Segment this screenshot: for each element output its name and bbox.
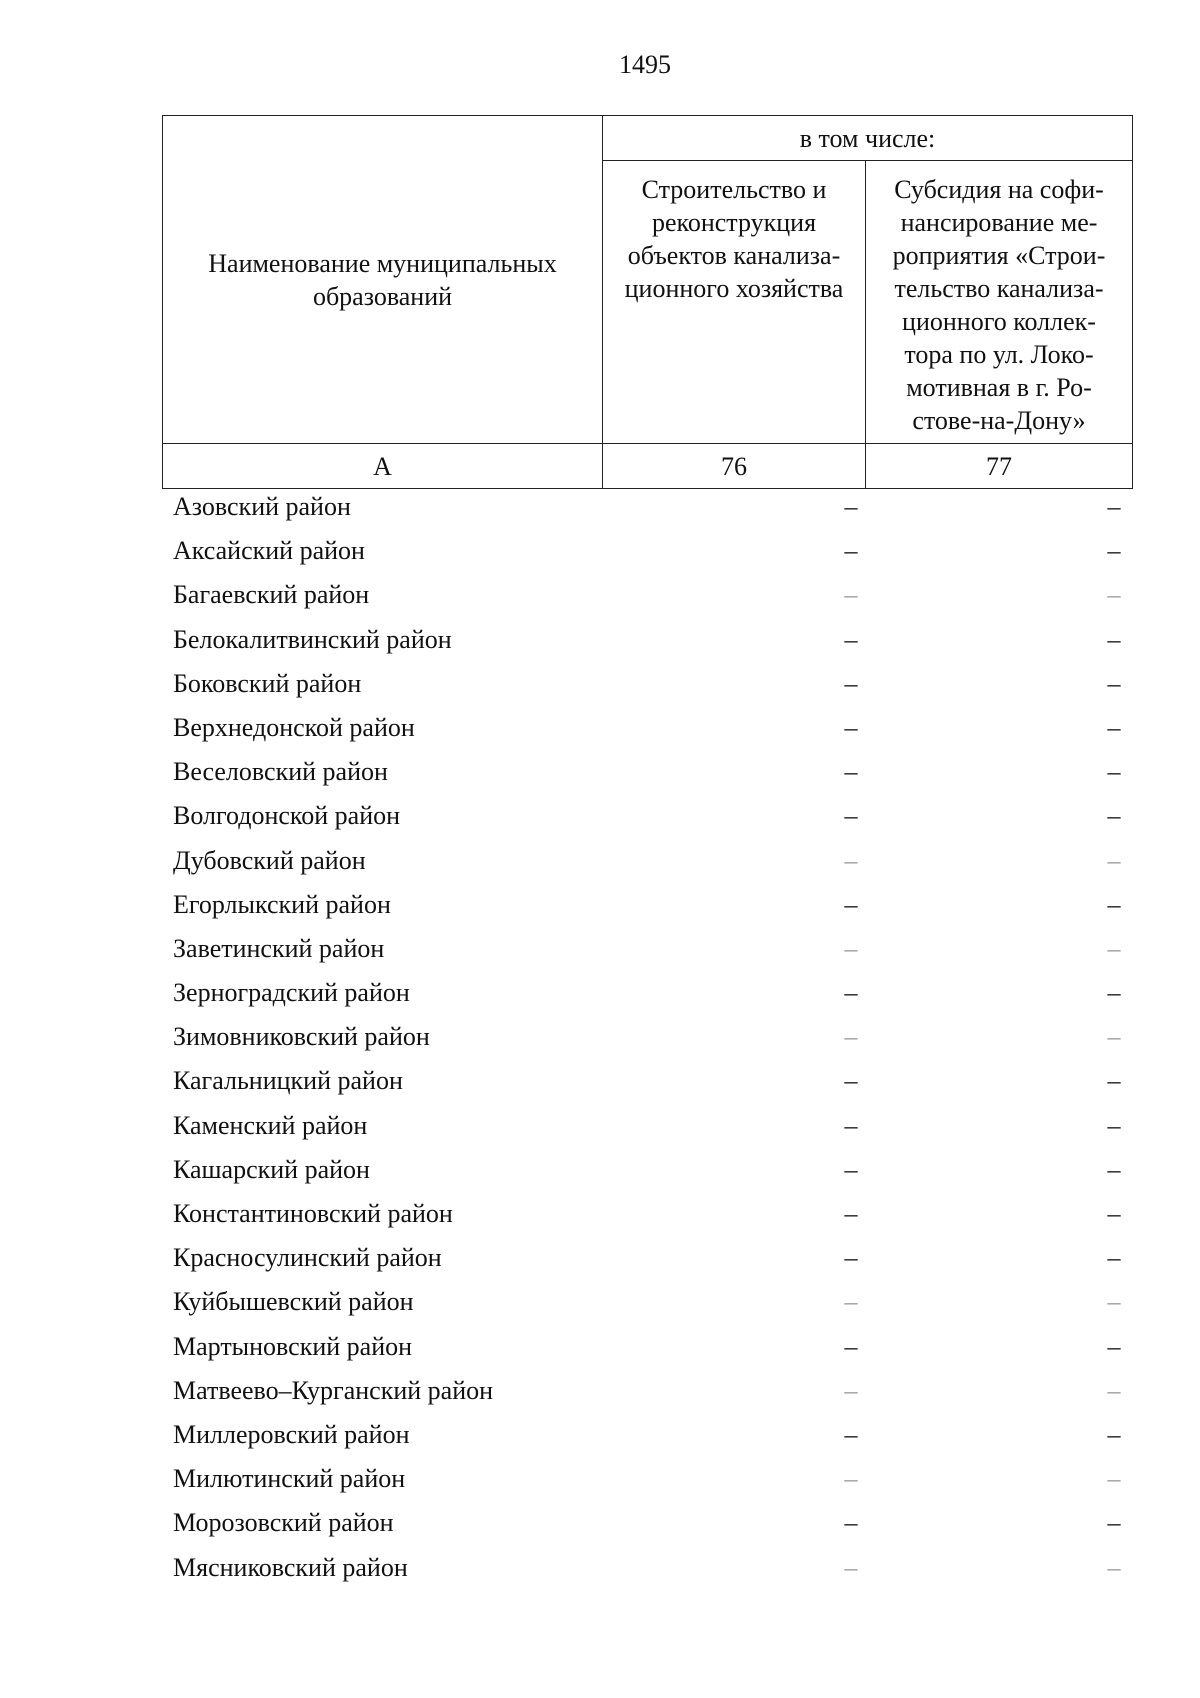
value-column-77: –	[1107, 757, 1121, 787]
municipality-name: Заветинский район	[173, 933, 385, 963]
header-index-76: 76	[603, 444, 866, 489]
value-column-77: –	[1107, 536, 1121, 566]
value-column-76: –	[844, 1508, 858, 1538]
municipality-name: Кашарский район	[173, 1154, 370, 1184]
value-column-77: –	[1107, 668, 1121, 698]
table-row	[162, 750, 1132, 794]
municipality-name: Зерноградский район	[173, 978, 410, 1008]
table-row	[162, 794, 1132, 838]
value-column-76: –	[844, 978, 858, 1008]
value-column-77: –	[1107, 889, 1121, 919]
municipality-name: Егорлыкский район	[173, 889, 391, 919]
header-column-76: Строительство и реконструкция объектов канализа- ционного хозяйства	[603, 161, 866, 444]
value-column-77: –	[1107, 1464, 1121, 1494]
value-column-76: –	[844, 1552, 858, 1582]
value-column-77: –	[1107, 712, 1121, 742]
value-column-76: –	[844, 1464, 858, 1494]
table-row	[162, 1236, 1132, 1280]
value-column-76: –	[844, 801, 858, 831]
header-column-77: Субсидия на софи- нансирование ме- роприятия «Строи- тельство канализа- ционного коллек- тора по ул. Локо- мотивная в г. Ро- стове-на-Дону»	[866, 161, 1133, 444]
municipality-name: Морозовский район	[173, 1508, 394, 1538]
municipality-name: Мясниковский район	[173, 1552, 408, 1582]
table-row	[162, 618, 1132, 662]
value-column-77: –	[1107, 978, 1121, 1008]
value-column-77: –	[1107, 1375, 1121, 1405]
table-row	[162, 573, 1132, 617]
value-column-77: –	[1107, 1243, 1121, 1273]
value-column-76: –	[844, 1110, 858, 1140]
value-column-76: –	[844, 1243, 858, 1273]
value-column-77: –	[1107, 580, 1121, 610]
table-row	[162, 706, 1132, 750]
table-row	[162, 839, 1132, 883]
header-index-name: А	[163, 444, 603, 489]
table-row	[162, 1501, 1132, 1545]
value-column-76: –	[844, 1066, 858, 1096]
value-column-76: –	[844, 845, 858, 875]
value-column-77: –	[1107, 1022, 1121, 1052]
municipality-name: Каменский район	[173, 1110, 368, 1140]
value-column-77: –	[1107, 1199, 1121, 1228]
value-column-77: –	[1107, 1154, 1121, 1184]
table-row	[162, 529, 1132, 573]
value-column-77: –	[1107, 933, 1121, 963]
table-row	[162, 1059, 1132, 1103]
value-column-76: –	[844, 492, 858, 521]
table-row	[162, 1413, 1132, 1457]
value-column-76: –	[844, 668, 858, 698]
table-header	[162, 115, 1133, 489]
table-row	[162, 1280, 1132, 1324]
table-row	[162, 1015, 1132, 1059]
header-group-label: в том числе:	[603, 116, 1133, 161]
table-row	[162, 1546, 1132, 1590]
municipality-name: Красносулинский район	[173, 1243, 442, 1273]
value-column-77: –	[1107, 845, 1121, 875]
table-row	[162, 1369, 1132, 1413]
value-column-76: –	[844, 757, 858, 787]
table-row	[162, 883, 1132, 927]
table-row	[162, 1325, 1132, 1369]
municipality-name: Кагальницкий район	[173, 1066, 403, 1096]
municipality-name: Куйбышевский район	[173, 1287, 414, 1317]
header-municipality-name: Наименование муниципальных образований	[163, 116, 603, 444]
value-column-77: –	[1107, 1066, 1121, 1096]
municipality-name: Дубовский район	[173, 845, 366, 875]
municipality-name: Багаевский район	[173, 580, 370, 610]
table-row	[162, 662, 1132, 706]
table-row	[162, 1104, 1132, 1148]
value-column-77: –	[1107, 1287, 1121, 1317]
value-column-76: –	[844, 1331, 858, 1361]
value-column-77: –	[1107, 624, 1121, 654]
municipality-name: Белокалитвинский район	[173, 624, 452, 654]
table-row	[162, 971, 1132, 1015]
value-column-76: –	[844, 889, 858, 919]
value-column-76: –	[844, 1022, 858, 1052]
value-column-76: –	[844, 1419, 858, 1449]
value-column-76: –	[844, 1154, 858, 1184]
municipality-name: Волгодонской район	[173, 801, 401, 831]
municipality-name: Милютинский район	[173, 1464, 406, 1494]
value-column-76: –	[844, 933, 858, 963]
value-column-76: –	[844, 1375, 858, 1405]
municipality-name: Матвеево–Курганский район	[173, 1375, 494, 1405]
municipality-name: Азовский район	[173, 492, 351, 521]
table-row	[162, 1457, 1132, 1501]
value-column-76: –	[844, 536, 858, 566]
value-column-76: –	[844, 624, 858, 654]
value-column-76: –	[844, 712, 858, 742]
municipality-name: Верхнедонской район	[173, 712, 415, 742]
table-row	[162, 1192, 1132, 1236]
value-column-77: –	[1107, 1331, 1121, 1361]
municipality-name: Аксайский район	[173, 536, 365, 566]
value-column-76: –	[844, 1287, 858, 1317]
table-body	[162, 485, 1132, 1590]
value-column-77: –	[1107, 492, 1121, 521]
municipality-name: Боковский район	[173, 668, 362, 698]
value-column-76: –	[844, 580, 858, 610]
header-index-77: 77	[866, 444, 1133, 489]
table-row	[162, 927, 1132, 971]
value-column-77: –	[1107, 1419, 1121, 1449]
municipality-name: Зимовниковский район	[173, 1022, 430, 1052]
value-column-76: –	[844, 1199, 858, 1228]
value-column-77: –	[1107, 801, 1121, 831]
value-column-77: –	[1107, 1552, 1121, 1582]
municipality-name: Константиновский район	[173, 1199, 453, 1228]
table-row	[162, 1148, 1132, 1192]
page-number: 1495	[619, 50, 671, 79]
municipality-name: Миллеровский район	[173, 1419, 410, 1449]
municipality-name: Мартыновский район	[173, 1331, 413, 1361]
table-row	[162, 485, 1132, 529]
value-column-77: –	[1107, 1508, 1121, 1538]
municipality-name: Веселовский район	[173, 757, 388, 787]
value-column-77: –	[1107, 1110, 1121, 1140]
